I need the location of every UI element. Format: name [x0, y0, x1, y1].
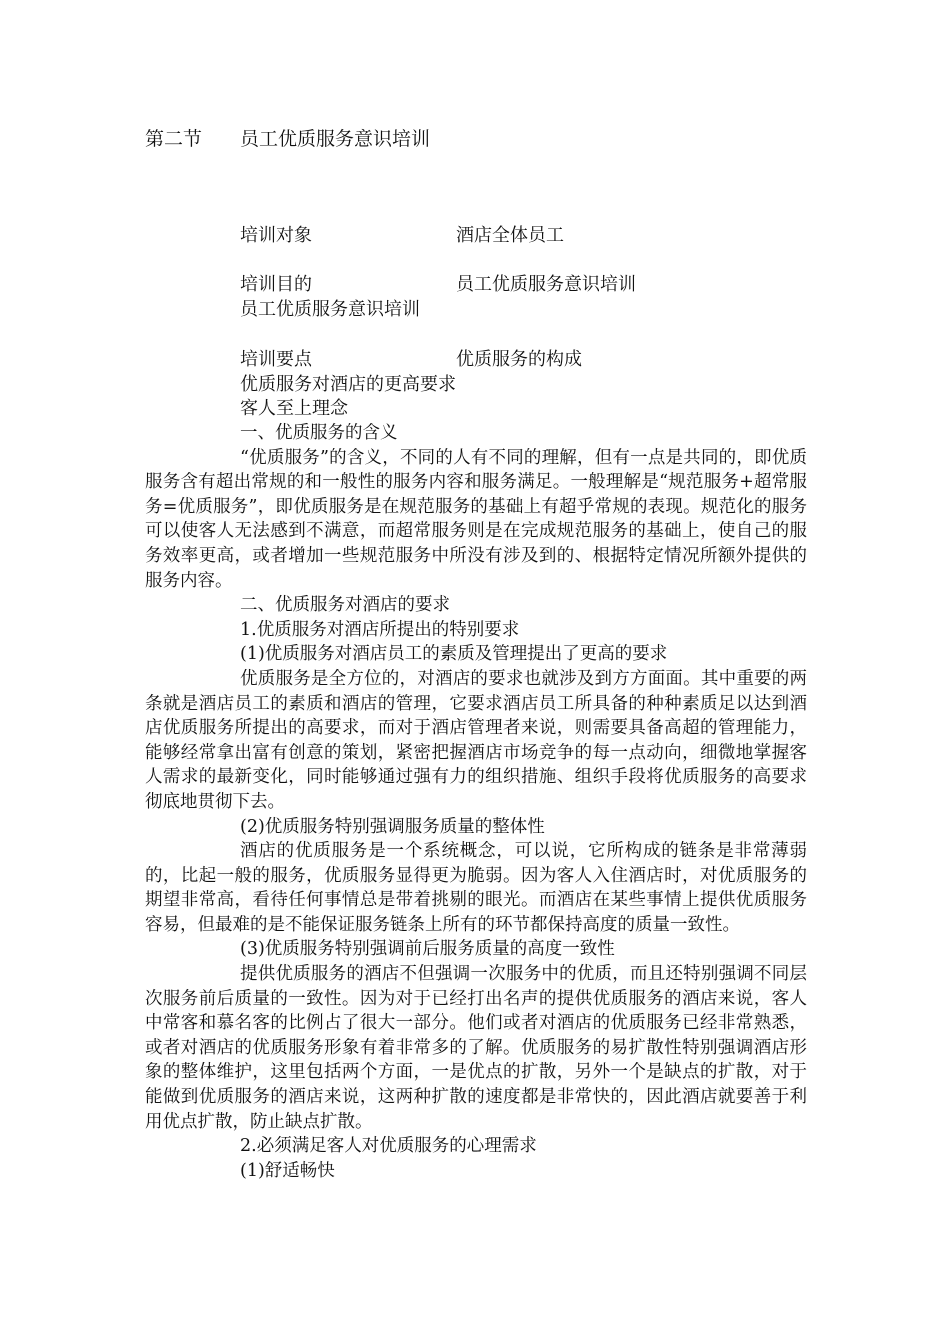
training-target-value: 酒店全体员工 — [456, 225, 564, 246]
training-points-item-1: 优质服务的构成 — [456, 349, 582, 370]
heading-meaning: 一、优质服务的含义 — [240, 423, 398, 443]
subheading-consistency: (3)优质服务特别强调前后服务质量的高度一致性 — [240, 939, 615, 960]
heading-requirements: 二、优质服务对酒店的要求 — [240, 595, 450, 616]
paragraph-staff-quality: 优质服务是全方位的，对酒店的要求也就涉及到方方面面。其中重要的两条就是酒店员工的素质和酒店的管理，它要求酒店员工所具备的种种素质足以达到酒店优质服务所提出的高要求，而对于酒店管理者来说，则需要具备高超的管理能力，能够经常拿出富有创意的策划，紧密把握酒店市场竞争的每一点动向，细微地掌握客人需求的最新变化，同时能够通过强有力的组织措施、组织手段将优质服务的高要求彻底地贯彻下去。 — [145, 668, 807, 812]
training-purpose-value: 员工优质服务意识培训 — [456, 274, 636, 295]
subheading-special-requirements: 1.优质服务对酒店所提出的特别要求 — [240, 619, 520, 640]
training-purpose-label: 培训目的 — [240, 274, 312, 295]
training-points-item-3: 客人至上理念 — [240, 398, 348, 419]
subheading-staff-quality: (1)优质服务对酒店员工的素质及管理提出了更高的要求 — [240, 644, 668, 665]
subheading-psychological-needs: 2.必须满足客人对优质服务的心理需求 — [240, 1136, 537, 1157]
training-purpose-value-2: 员工优质服务意识培训 — [240, 299, 420, 320]
paragraph-consistency: 提供优质服务的酒店不但强调一次服务中的优质，而且还特别强调不同层次服务前后质量的一致性。因为对于已经打出名声的提供优质服务的酒店来说，客人中常客和慕名客的比例占了很大一部分。他们或者对酒店的优质服务已经非常熟悉，或者对酒店的优质服务形象有着非常多的了解。优质服务的易扩散性特别强调酒店形象的整体维护，这里包括两个方面，一是优点的扩散，另外一个是缺点的扩散，对于能做到优质服务的酒店来说，这两种扩散的速度都是非常快的，因此酒店就要善于利用优点扩散，防止缺点扩散。 — [145, 964, 807, 1132]
subheading-integrity: (2)优质服务特别强调服务质量的整体性 — [240, 816, 545, 837]
paragraph-integrity: 酒店的优质服务是一个系统概念，可以说，它所构成的链条是非常薄弱的，比起一般的服务，优质服务显得更为脆弱。因为客人入住酒店时，对优质服务的期望非常高，看待任何事情总是带着挑剔的眼光。而酒店在某些事情上提供优质服务容易，但最难的是不能保证服务链条上所有的环节都保持高度的质量一致性。 — [145, 841, 807, 935]
training-points-label: 培训要点 — [240, 349, 312, 370]
paragraph-meaning: “优质服务”的含义，不同的人有不同的理解，但有一点是共同的，即优质服务含有超出常规的和一般性的服务内容和服务满足。一般理解是“规范服务+超常服务=优质服务”，即优质服务是在规范服务的基础上有超乎常规的表现。规范化的服务可以使客人无法感到不满意，而超常服务则是在完成规范服务的基础上，使自己的服务效率更高，或者增加一些规范服务中所没有涉及到的、根据特定情况所额外提供的服务内容。 — [145, 447, 807, 591]
training-target-label: 培训对象 — [240, 225, 312, 246]
subheading-comfort: (1)舒适畅快 — [240, 1160, 335, 1181]
document-body — [145, 421, 807, 1183]
section-title: 第二节 员工优质服务意识培训 — [145, 128, 431, 150]
training-points-item-2: 优质服务对酒店的更高要求 — [240, 374, 456, 395]
